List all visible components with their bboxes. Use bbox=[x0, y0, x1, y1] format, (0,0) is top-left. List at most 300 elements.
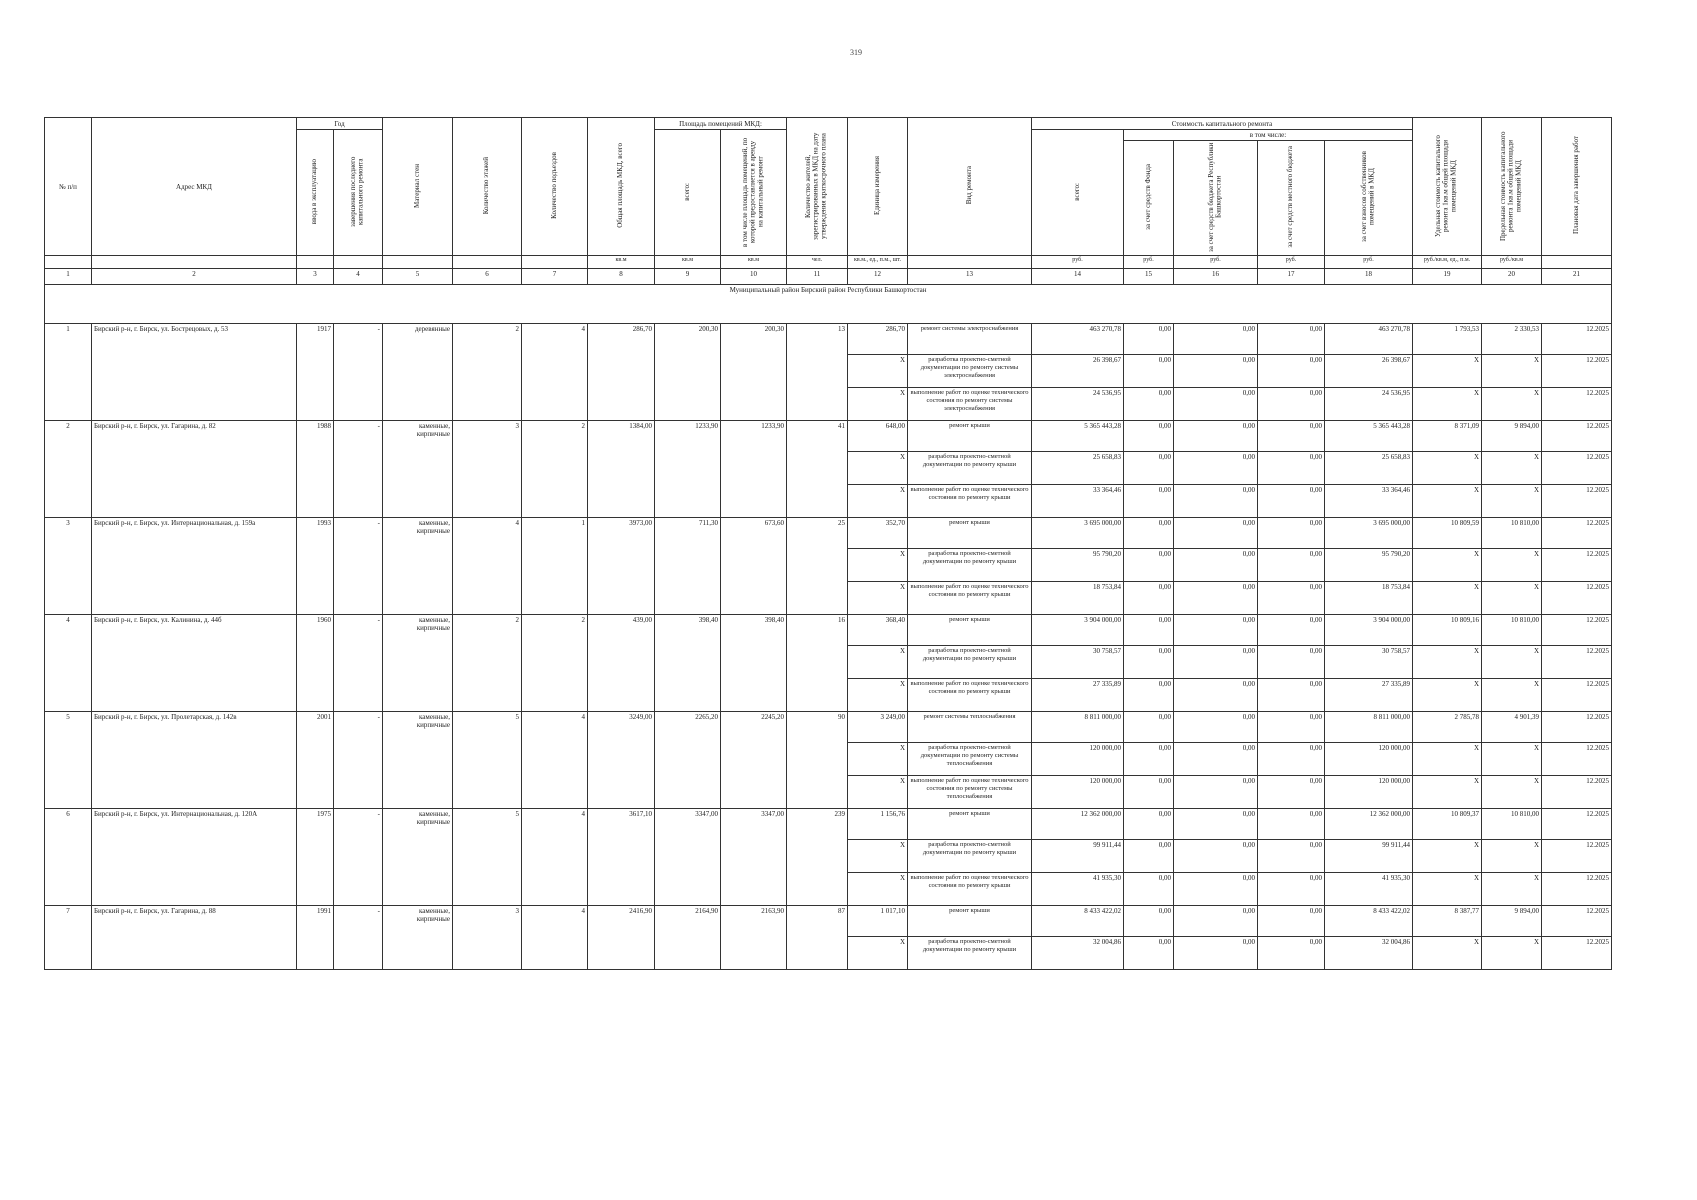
cost-republic-cell: 0,00 bbox=[1174, 452, 1258, 485]
residents-cell: 41 bbox=[787, 421, 848, 518]
unit-cost-cell: 10 809,59 bbox=[1413, 518, 1482, 549]
repair-type-cell: разработка проектно-сметной документации по ремонту крыши bbox=[908, 646, 1032, 679]
last-repair-cell: - bbox=[334, 906, 383, 970]
address-cell: Бирский р-н, г. Бирск, ул. Гагарина, д. 82 bbox=[92, 421, 297, 518]
premises-total-cell: 711,30 bbox=[655, 518, 721, 615]
page-number: 319 bbox=[850, 48, 862, 57]
residents-cell: 90 bbox=[787, 712, 848, 809]
cost-local-cell: 0,00 bbox=[1258, 906, 1325, 937]
col-premises-header: Площадь помещений МКД: bbox=[655, 118, 787, 130]
deadline-cell: 12.2025 bbox=[1542, 937, 1612, 970]
unit-cost-cell: X bbox=[1413, 355, 1482, 388]
quantity-cell: 1 017,10 bbox=[848, 906, 908, 937]
cost-owners-cell: 32 004,86 bbox=[1325, 937, 1413, 970]
material-cell: деревянные bbox=[383, 324, 453, 421]
max-cost-cell: X bbox=[1482, 776, 1542, 809]
quantity-cell: X bbox=[848, 582, 908, 615]
unit-cost-cell: 10 809,37 bbox=[1413, 809, 1482, 840]
max-cost-cell: 9 894,00 bbox=[1482, 421, 1542, 452]
cost-total-cell: 95 790,20 bbox=[1032, 549, 1124, 582]
cost-fund-cell: 0,00 bbox=[1124, 646, 1174, 679]
table-row bbox=[45, 421, 1612, 452]
col-cost-local-header: за счет средств местного бюджета bbox=[1286, 146, 1295, 248]
col-address-header: Адрес МКД bbox=[92, 118, 297, 256]
floors-cell: 2 bbox=[453, 615, 522, 712]
deadline-cell: 12.2025 bbox=[1542, 646, 1612, 679]
entrances-cell: 4 bbox=[522, 712, 588, 809]
column-number: 9 bbox=[655, 269, 721, 285]
cost-fund-cell: 0,00 bbox=[1124, 679, 1174, 712]
material-cell: каменные, кирпичные bbox=[383, 906, 453, 970]
unit-cell: руб. bbox=[1174, 256, 1258, 269]
unit-cost-cell: X bbox=[1413, 549, 1482, 582]
unit-cost-cell: X bbox=[1413, 485, 1482, 518]
premises-total-cell: 398,40 bbox=[655, 615, 721, 712]
cost-local-cell: 0,00 bbox=[1258, 582, 1325, 615]
premises-part-cell: 2245,20 bbox=[721, 712, 787, 809]
column-number: 17 bbox=[1258, 269, 1325, 285]
quantity-cell: X bbox=[848, 743, 908, 776]
quantity-cell: X bbox=[848, 873, 908, 906]
total-area-cell: 3617,10 bbox=[588, 809, 655, 906]
max-cost-cell: X bbox=[1482, 679, 1542, 712]
col-cost-owners-header: за счет взносов собственников помещений в МКД bbox=[1359, 151, 1376, 243]
premises-part-cell: 673,60 bbox=[721, 518, 787, 615]
address-cell: Бирский р-н, г. Бирск, ул. Пролетарская, д. 142в bbox=[92, 712, 297, 809]
cost-local-cell: 0,00 bbox=[1258, 809, 1325, 840]
repair-type-cell: ремонт крыши bbox=[908, 518, 1032, 549]
repair-type-cell: выполнение работ по оценке технического состояния по ремонту крыши bbox=[908, 582, 1032, 615]
cost-total-cell: 25 658,83 bbox=[1032, 452, 1124, 485]
cost-fund-cell: 0,00 bbox=[1124, 809, 1174, 840]
max-cost-cell: X bbox=[1482, 355, 1542, 388]
column-number: 11 bbox=[787, 269, 848, 285]
quantity-cell: X bbox=[848, 840, 908, 873]
floors-cell: 2 bbox=[453, 324, 522, 421]
row-number: 2 bbox=[45, 421, 92, 518]
cost-owners-cell: 120 000,00 bbox=[1325, 776, 1413, 809]
material-cell: каменные, кирпичные bbox=[383, 421, 453, 518]
unit-cost-cell: X bbox=[1413, 840, 1482, 873]
column-number: 14 bbox=[1032, 269, 1124, 285]
column-number: 21 bbox=[1542, 269, 1612, 285]
cost-total-cell: 33 364,46 bbox=[1032, 485, 1124, 518]
unit-cell: руб. bbox=[1325, 256, 1413, 269]
cost-total-cell: 8 433 422,02 bbox=[1032, 906, 1124, 937]
cost-total-cell: 8 811 000,00 bbox=[1032, 712, 1124, 743]
repair-type-cell: выполнение работ по оценке технического состояния по ремонту системы теплоснабжения bbox=[908, 776, 1032, 809]
entrances-cell: 2 bbox=[522, 615, 588, 712]
premises-total-cell: 2265,20 bbox=[655, 712, 721, 809]
cost-total-cell: 120 000,00 bbox=[1032, 776, 1124, 809]
quantity-cell: 352,70 bbox=[848, 518, 908, 549]
unit-cost-cell: X bbox=[1413, 452, 1482, 485]
deadline-cell: 12.2025 bbox=[1542, 840, 1612, 873]
repair-type-cell: разработка проектно-сметной документации по ремонту системы теплоснабжения bbox=[908, 743, 1032, 776]
deadline-cell: 12.2025 bbox=[1542, 324, 1612, 355]
col-floors-header: Количество этажей bbox=[482, 156, 491, 215]
last-repair-cell: - bbox=[334, 518, 383, 615]
premises-total-cell: 3347,00 bbox=[655, 809, 721, 906]
premises-part-cell: 398,40 bbox=[721, 615, 787, 712]
cost-republic-cell: 0,00 bbox=[1174, 388, 1258, 421]
repair-type-cell: выполнение работ по оценке технического состояния по ремонту крыши bbox=[908, 485, 1032, 518]
column-number: 18 bbox=[1325, 269, 1413, 285]
floors-cell: 3 bbox=[453, 906, 522, 970]
cost-owners-cell: 8 433 422,02 bbox=[1325, 906, 1413, 937]
repair-type-cell: выполнение работ по оценке технического состояния по ремонту системы электроснабжения bbox=[908, 388, 1032, 421]
address-cell: Бирский р-н, г. Бирск, ул. Интернациональная, д. 159а bbox=[92, 518, 297, 615]
cost-republic-cell: 0,00 bbox=[1174, 712, 1258, 743]
last-repair-cell: - bbox=[334, 809, 383, 906]
col-cost-fund-header: за счет средств Фонда bbox=[1143, 164, 1152, 230]
cost-republic-cell: 0,00 bbox=[1174, 840, 1258, 873]
column-number: 8 bbox=[588, 269, 655, 285]
cost-fund-cell: 0,00 bbox=[1124, 324, 1174, 355]
year-cell: 1993 bbox=[297, 518, 334, 615]
cost-total-cell: 41 935,30 bbox=[1032, 873, 1124, 906]
cost-total-cell: 26 398,67 bbox=[1032, 355, 1124, 388]
row-number: 6 bbox=[45, 809, 92, 906]
unit-cell: кв.м bbox=[655, 256, 721, 269]
table-row bbox=[45, 615, 1612, 646]
max-cost-cell: 10 810,00 bbox=[1482, 518, 1542, 549]
col-cost-total-header: всего: bbox=[1072, 182, 1081, 201]
max-cost-cell: 10 810,00 bbox=[1482, 615, 1542, 646]
cost-owners-cell: 8 811 000,00 bbox=[1325, 712, 1413, 743]
residents-cell: 13 bbox=[787, 324, 848, 421]
cost-fund-cell: 0,00 bbox=[1124, 388, 1174, 421]
column-number: 1 bbox=[45, 269, 92, 285]
repair-type-cell: выполнение работ по оценке технического состояния по ремонту крыши bbox=[908, 679, 1032, 712]
cost-owners-cell: 33 364,46 bbox=[1325, 485, 1413, 518]
max-cost-cell: X bbox=[1482, 485, 1542, 518]
quantity-cell: X bbox=[848, 937, 908, 970]
unit-cell: руб./кв.м bbox=[1482, 256, 1542, 269]
material-cell: каменные, кирпичные bbox=[383, 712, 453, 809]
max-cost-cell: 4 901,39 bbox=[1482, 712, 1542, 743]
repair-type-cell: разработка проектно-сметной документации по ремонту крыши bbox=[908, 937, 1032, 970]
cost-local-cell: 0,00 bbox=[1258, 485, 1325, 518]
col-cost-republic-header: за счет средств бюджета Республики Башкортостан bbox=[1206, 142, 1223, 252]
quantity-cell: X bbox=[848, 452, 908, 485]
unit-cost-cell: 2 785,78 bbox=[1413, 712, 1482, 743]
deadline-cell: 12.2025 bbox=[1542, 809, 1612, 840]
cost-total-cell: 120 000,00 bbox=[1032, 743, 1124, 776]
deadline-cell: 12.2025 bbox=[1542, 743, 1612, 776]
residents-cell: 239 bbox=[787, 809, 848, 906]
cost-republic-cell: 0,00 bbox=[1174, 421, 1258, 452]
entrances-cell: 4 bbox=[522, 906, 588, 970]
cost-local-cell: 0,00 bbox=[1258, 518, 1325, 549]
column-number: 2 bbox=[92, 269, 297, 285]
deadline-cell: 12.2025 bbox=[1542, 518, 1612, 549]
unit-cost-cell: X bbox=[1413, 873, 1482, 906]
municipality-title: Муниципальный район Бирский район Республики Башкортостан bbox=[45, 285, 1612, 324]
cost-owners-cell: 120 000,00 bbox=[1325, 743, 1413, 776]
col-residents-header: Количество жителей, зарегистрированных в МКД на дату утверждения краткосрочного плана bbox=[804, 131, 828, 240]
column-number: 12 bbox=[848, 269, 908, 285]
cost-total-cell: 3 695 000,00 bbox=[1032, 518, 1124, 549]
cost-fund-cell: 0,00 bbox=[1124, 615, 1174, 646]
cost-total-cell: 24 536,95 bbox=[1032, 388, 1124, 421]
col-year-commission-header: ввода в эксплуатацию bbox=[310, 158, 319, 225]
material-cell: каменные, кирпичные bbox=[383, 518, 453, 615]
cost-fund-cell: 0,00 bbox=[1124, 840, 1174, 873]
max-cost-cell: 10 810,00 bbox=[1482, 809, 1542, 840]
cost-local-cell: 0,00 bbox=[1258, 743, 1325, 776]
col-year-last-header: завершения последнего капитального ремонта bbox=[349, 156, 365, 227]
cost-local-cell: 0,00 bbox=[1258, 388, 1325, 421]
total-area-cell: 3249,00 bbox=[588, 712, 655, 809]
quantity-cell: X bbox=[848, 355, 908, 388]
premises-part-cell: 2163,90 bbox=[721, 906, 787, 970]
last-repair-cell: - bbox=[334, 615, 383, 712]
cost-fund-cell: 0,00 bbox=[1124, 582, 1174, 615]
table-row bbox=[45, 809, 1612, 840]
premises-part-cell: 1233,90 bbox=[721, 421, 787, 518]
column-number: 3 bbox=[297, 269, 334, 285]
col-including-header: в том числе: bbox=[1124, 130, 1413, 141]
table-row bbox=[45, 324, 1612, 355]
entrances-cell: 4 bbox=[522, 809, 588, 906]
cost-owners-cell: 18 753,84 bbox=[1325, 582, 1413, 615]
cost-local-cell: 0,00 bbox=[1258, 776, 1325, 809]
column-number: 7 bbox=[522, 269, 588, 285]
repair-type-cell: ремонт системы теплоснабжения bbox=[908, 712, 1032, 743]
deadline-cell: 12.2025 bbox=[1542, 906, 1612, 937]
units-row bbox=[45, 256, 1612, 269]
col-n-header: № п/п bbox=[45, 118, 92, 256]
premises-total-cell: 2164,90 bbox=[655, 906, 721, 970]
unit-cost-cell: 8 371,09 bbox=[1413, 421, 1482, 452]
year-cell: 1988 bbox=[297, 421, 334, 518]
cost-republic-cell: 0,00 bbox=[1174, 324, 1258, 355]
column-number: 4 bbox=[334, 269, 383, 285]
residents-cell: 25 bbox=[787, 518, 848, 615]
max-cost-cell: X bbox=[1482, 743, 1542, 776]
repair-plan-table bbox=[44, 117, 1612, 970]
max-cost-cell: 2 330,53 bbox=[1482, 324, 1542, 355]
material-cell: каменные, кирпичные bbox=[383, 809, 453, 906]
quantity-cell: X bbox=[848, 776, 908, 809]
entrances-cell: 2 bbox=[522, 421, 588, 518]
cost-total-cell: 463 270,78 bbox=[1032, 324, 1124, 355]
deadline-cell: 12.2025 bbox=[1542, 873, 1612, 906]
premises-total-cell: 1233,90 bbox=[655, 421, 721, 518]
cost-fund-cell: 0,00 bbox=[1124, 937, 1174, 970]
unit-cell: руб. bbox=[1124, 256, 1174, 269]
year-cell: 1917 bbox=[297, 324, 334, 421]
max-cost-cell: X bbox=[1482, 549, 1542, 582]
floors-cell: 5 bbox=[453, 809, 522, 906]
total-area-cell: 439,00 bbox=[588, 615, 655, 712]
col-repair-type-header: Вид ремонта bbox=[964, 166, 973, 205]
table-row bbox=[45, 518, 1612, 549]
deadline-cell: 12.2025 bbox=[1542, 355, 1612, 388]
repair-type-cell: разработка проектно-сметной документации по ремонту крыши bbox=[908, 840, 1032, 873]
address-cell: Бирский р-н, г. Бирск, ул. Интернациональная, д. 120А bbox=[92, 809, 297, 906]
cost-fund-cell: 0,00 bbox=[1124, 776, 1174, 809]
column-number: 6 bbox=[453, 269, 522, 285]
unit-cell: кв.м bbox=[588, 256, 655, 269]
cost-total-cell: 5 365 443,28 bbox=[1032, 421, 1124, 452]
cost-fund-cell: 0,00 bbox=[1124, 355, 1174, 388]
cost-fund-cell: 0,00 bbox=[1124, 873, 1174, 906]
column-number-row bbox=[45, 269, 1612, 285]
cost-local-cell: 0,00 bbox=[1258, 712, 1325, 743]
cost-owners-cell: 5 365 443,28 bbox=[1325, 421, 1413, 452]
residents-cell: 87 bbox=[787, 906, 848, 970]
cost-owners-cell: 41 935,30 bbox=[1325, 873, 1413, 906]
year-cell: 1960 bbox=[297, 615, 334, 712]
total-area-cell: 1384,00 bbox=[588, 421, 655, 518]
col-prem-total-header: всего: bbox=[682, 182, 691, 201]
floors-cell: 4 bbox=[453, 518, 522, 615]
cost-fund-cell: 0,00 bbox=[1124, 452, 1174, 485]
col-max-cost-header: Предельная стоимость капитального ремонта 1кв.м общей площади помещений МКД bbox=[1498, 130, 1523, 241]
cost-total-cell: 30 758,57 bbox=[1032, 646, 1124, 679]
unit-cost-cell: X bbox=[1413, 743, 1482, 776]
total-area-cell: 286,70 bbox=[588, 324, 655, 421]
cost-republic-cell: 0,00 bbox=[1174, 809, 1258, 840]
unit-cell: чел. bbox=[787, 256, 848, 269]
total-area-cell: 3973,00 bbox=[588, 518, 655, 615]
cost-local-cell: 0,00 bbox=[1258, 615, 1325, 646]
deadline-cell: 12.2025 bbox=[1542, 582, 1612, 615]
premises-total-cell: 200,30 bbox=[655, 324, 721, 421]
table-row bbox=[45, 712, 1612, 743]
quantity-cell: 3 249,00 bbox=[848, 712, 908, 743]
total-area-cell: 2416,90 bbox=[588, 906, 655, 970]
year-cell: 1975 bbox=[297, 809, 334, 906]
entrances-cell: 1 bbox=[522, 518, 588, 615]
cost-owners-cell: 24 536,95 bbox=[1325, 388, 1413, 421]
cost-local-cell: 0,00 bbox=[1258, 549, 1325, 582]
cost-local-cell: 0,00 bbox=[1258, 452, 1325, 485]
cost-fund-cell: 0,00 bbox=[1124, 485, 1174, 518]
floors-cell: 5 bbox=[453, 712, 522, 809]
deadline-cell: 12.2025 bbox=[1542, 615, 1612, 646]
repair-type-cell: разработка проектно-сметной документации по ремонту крыши bbox=[908, 549, 1032, 582]
cost-fund-cell: 0,00 bbox=[1124, 906, 1174, 937]
last-repair-cell: - bbox=[334, 421, 383, 518]
col-material-header: Материал стен bbox=[412, 163, 421, 208]
cost-fund-cell: 0,00 bbox=[1124, 549, 1174, 582]
max-cost-cell: X bbox=[1482, 840, 1542, 873]
quantity-cell: X bbox=[848, 485, 908, 518]
deadline-cell: 12.2025 bbox=[1542, 452, 1612, 485]
deadline-cell: 12.2025 bbox=[1542, 485, 1612, 518]
residents-cell: 16 bbox=[787, 615, 848, 712]
col-cost-header: Стоимость капитального ремонта bbox=[1032, 118, 1413, 130]
quantity-cell: X bbox=[848, 679, 908, 712]
cost-republic-cell: 0,00 bbox=[1174, 679, 1258, 712]
column-number: 15 bbox=[1124, 269, 1174, 285]
premises-part-cell: 200,30 bbox=[721, 324, 787, 421]
unit-cost-cell: X bbox=[1413, 582, 1482, 615]
row-number: 5 bbox=[45, 712, 92, 809]
row-number: 4 bbox=[45, 615, 92, 712]
address-cell: Бирский р-н, г. Бирск, ул. Бострецовых, д. 53 bbox=[92, 324, 297, 421]
cost-local-cell: 0,00 bbox=[1258, 937, 1325, 970]
deadline-cell: 12.2025 bbox=[1542, 421, 1612, 452]
unit-cost-cell: X bbox=[1413, 388, 1482, 421]
cost-fund-cell: 0,00 bbox=[1124, 421, 1174, 452]
column-number: 13 bbox=[908, 269, 1032, 285]
cost-republic-cell: 0,00 bbox=[1174, 776, 1258, 809]
quantity-cell: 286,70 bbox=[848, 324, 908, 355]
max-cost-cell: X bbox=[1482, 937, 1542, 970]
row-number: 1 bbox=[45, 324, 92, 421]
cost-total-cell: 12 362 000,00 bbox=[1032, 809, 1124, 840]
col-deadline-header: Плановая дата завершения работ bbox=[1571, 136, 1580, 235]
unit-cost-cell: 8 387,77 bbox=[1413, 906, 1482, 937]
max-cost-cell: X bbox=[1482, 452, 1542, 485]
cost-owners-cell: 12 362 000,00 bbox=[1325, 809, 1413, 840]
cost-republic-cell: 0,00 bbox=[1174, 906, 1258, 937]
deadline-cell: 12.2025 bbox=[1542, 776, 1612, 809]
repair-type-cell: ремонт крыши bbox=[908, 615, 1032, 646]
quantity-cell: X bbox=[848, 549, 908, 582]
cost-total-cell: 99 911,44 bbox=[1032, 840, 1124, 873]
last-repair-cell: - bbox=[334, 712, 383, 809]
deadline-cell: 12.2025 bbox=[1542, 712, 1612, 743]
cost-republic-cell: 0,00 bbox=[1174, 615, 1258, 646]
premises-part-cell: 3347,00 bbox=[721, 809, 787, 906]
cost-total-cell: 32 004,86 bbox=[1032, 937, 1124, 970]
unit-cost-cell: 10 809,16 bbox=[1413, 615, 1482, 646]
cost-owners-cell: 27 335,89 bbox=[1325, 679, 1413, 712]
cost-total-cell: 3 904 000,00 bbox=[1032, 615, 1124, 646]
deadline-cell: 12.2025 bbox=[1542, 388, 1612, 421]
col-total-area-header: Общая площадь МКД, всего bbox=[616, 143, 625, 228]
max-cost-cell: X bbox=[1482, 388, 1542, 421]
cost-republic-cell: 0,00 bbox=[1174, 549, 1258, 582]
column-number: 16 bbox=[1174, 269, 1258, 285]
repair-type-cell: ремонт крыши bbox=[908, 906, 1032, 937]
unit-cost-cell: X bbox=[1413, 937, 1482, 970]
cost-total-cell: 18 753,84 bbox=[1032, 582, 1124, 615]
repair-type-cell: ремонт крыши bbox=[908, 809, 1032, 840]
max-cost-cell: X bbox=[1482, 873, 1542, 906]
last-repair-cell: - bbox=[334, 324, 383, 421]
quantity-cell: X bbox=[848, 646, 908, 679]
deadline-cell: 12.2025 bbox=[1542, 679, 1612, 712]
cost-fund-cell: 0,00 bbox=[1124, 518, 1174, 549]
column-number: 20 bbox=[1482, 269, 1542, 285]
unit-cell: кв.м., ед., п.м., шт. bbox=[848, 256, 908, 269]
floors-cell: 3 bbox=[453, 421, 522, 518]
cost-republic-cell: 0,00 bbox=[1174, 485, 1258, 518]
unit-cell: руб./кв.м, ед., п.м. bbox=[1413, 256, 1482, 269]
quantity-cell: 648,00 bbox=[848, 421, 908, 452]
col-unit-header: Единица измерения bbox=[872, 156, 881, 215]
cost-fund-cell: 0,00 bbox=[1124, 712, 1174, 743]
cost-republic-cell: 0,00 bbox=[1174, 646, 1258, 679]
row-number: 7 bbox=[45, 906, 92, 970]
unit-cost-cell: X bbox=[1413, 646, 1482, 679]
cost-owners-cell: 26 398,67 bbox=[1325, 355, 1413, 388]
repair-type-cell: разработка проектно-сметной документации по ремонту крыши bbox=[908, 452, 1032, 485]
cost-owners-cell: 3 904 000,00 bbox=[1325, 615, 1413, 646]
cost-local-cell: 0,00 bbox=[1258, 646, 1325, 679]
unit-cell: руб. bbox=[1258, 256, 1325, 269]
address-cell: Бирский р-н, г. Бирск, ул. Гагарина, д. 88 bbox=[92, 906, 297, 970]
unit-cost-cell: 1 793,53 bbox=[1413, 324, 1482, 355]
table-row bbox=[45, 906, 1612, 937]
column-number: 5 bbox=[383, 269, 453, 285]
